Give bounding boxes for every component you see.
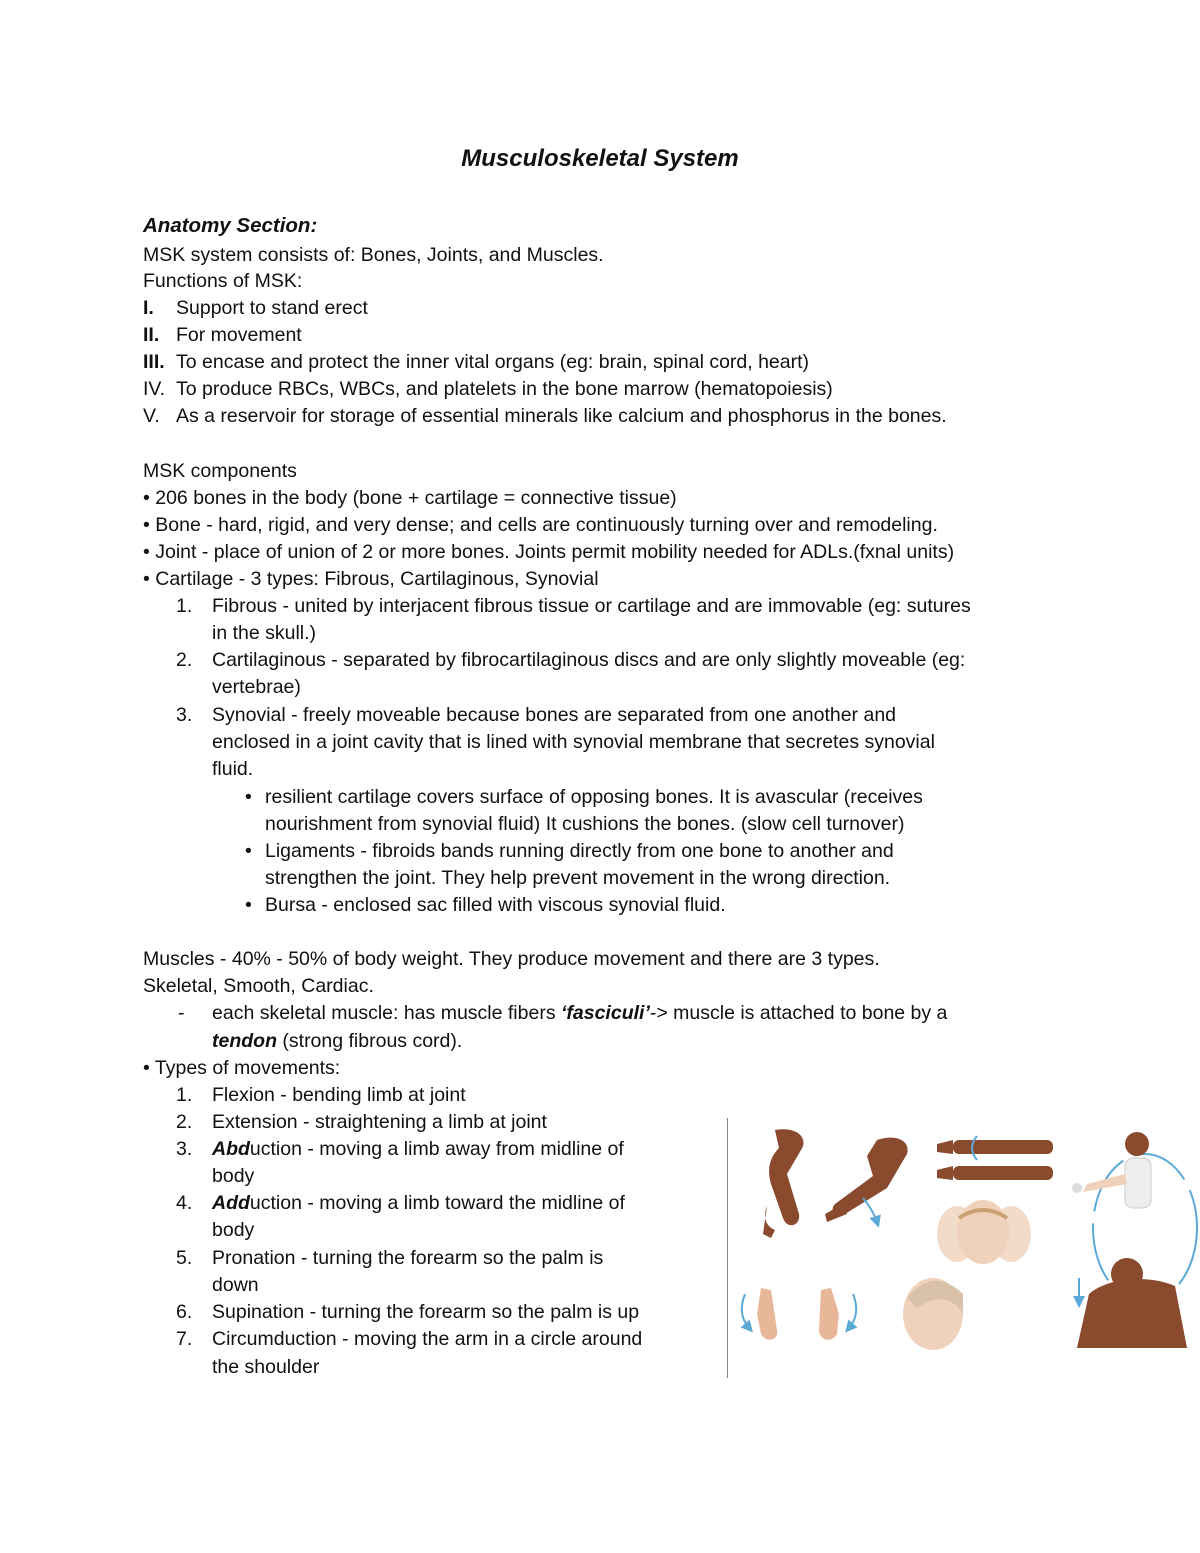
cartilage-type-line: Cartilaginous - separated by fibrocartilaginous discs and are only slightly moveable (eg: xyxy=(212,649,966,671)
muscles-line: Skeletal, Smooth, Cardiac. xyxy=(143,975,374,997)
movement-line: Pronation - turning the forearm so the palm is xyxy=(212,1247,604,1269)
component-bullet: • 206 bones in the body (bone + cartilage = connective tissue) xyxy=(143,487,677,509)
tendon-post: (strong fibrous cord). xyxy=(276,1030,463,1052)
function-item: As a reservoir for storage of essential minerals like calcium and phosphorus in the bones. xyxy=(176,405,947,427)
synovial-line: Ligaments - fibroids bands running directly from one bone to another and xyxy=(265,840,894,862)
movement-line xyxy=(212,1190,625,1217)
components-heading: MSK components xyxy=(143,460,297,482)
tendon-line xyxy=(212,1028,462,1055)
roman-marker: V. xyxy=(143,405,160,427)
roman-marker: II. xyxy=(143,324,160,346)
cartilage-type-line: in the skull.) xyxy=(212,622,317,644)
rotation-heads-icon xyxy=(937,1200,1031,1264)
movement-prefix: Abd xyxy=(212,1138,250,1160)
function-item: To produce RBCs, WBCs, and platelets in the bone marrow (hematopoiesis) xyxy=(176,378,833,400)
list-number: 2. xyxy=(176,1111,193,1133)
fasciculi-pre: each skeletal muscle: has muscle fibers xyxy=(212,1002,561,1024)
protraction-head-icon xyxy=(903,1278,963,1350)
movement-prefix: Add xyxy=(212,1192,250,1214)
component-bullet: • Joint - place of union of 2 or more bones. Joints permit mobility needed for ADLs.(fxnal units) xyxy=(143,541,955,563)
list-number: 7. xyxy=(176,1328,193,1350)
movement-line: body xyxy=(212,1219,255,1241)
intro-line: MSK system consists of: Bones, Joints, and Muscles. xyxy=(143,244,604,266)
cartilage-type-line: Fibrous - united by interjacent fibrous tissue or cartilage and are immovable (eg: sutures xyxy=(212,595,971,617)
list-number: 1. xyxy=(176,1084,193,1106)
sub-bullet: • xyxy=(245,786,252,808)
abduction-arm-icon xyxy=(825,1138,908,1222)
fasciculi-term: ‘fasciculi’ xyxy=(560,1002,650,1024)
list-number: 2. xyxy=(176,649,193,671)
movement-line: Circumduction - moving the arm in a circle around xyxy=(212,1328,643,1350)
list-number: 6. xyxy=(176,1301,193,1323)
movement-line: Flexion - bending limb at joint xyxy=(212,1084,466,1106)
elevation-shoulders-icon xyxy=(1077,1258,1187,1348)
movement-text: uction - moving a limb away from midline of xyxy=(249,1138,624,1160)
synovial-line: Bursa - enclosed sac filled with viscous synovial fluid. xyxy=(265,894,726,916)
movements-heading: • Types of movements: xyxy=(143,1057,341,1079)
cartilage-type-line: enclosed in a joint cavity that is lined with synovial membrane that secretes synovial xyxy=(212,731,935,753)
function-item: For movement xyxy=(176,324,302,346)
list-number: 4. xyxy=(176,1192,193,1214)
movement-line: the shoulder xyxy=(212,1356,320,1378)
synovial-line: nourishment from synovial fluid) It cushions the bones. (slow cell turnover) xyxy=(265,813,905,835)
eversion-feet-icon xyxy=(742,1288,856,1340)
movements-illustration xyxy=(727,1118,1200,1380)
list-number: 3. xyxy=(176,704,193,726)
movement-line: Supination - turning the forearm so the palm is up xyxy=(212,1301,640,1323)
component-bullet: • Bone - hard, rigid, and very dense; and cells are continuously turning over and remodeling. xyxy=(143,514,938,536)
pronation-forearm-icon xyxy=(937,1136,1053,1180)
movements-figure xyxy=(727,1118,1200,1380)
movement-line: Extension - straightening a limb at joint xyxy=(212,1111,547,1133)
roman-marker: I. xyxy=(143,297,154,319)
tendon-term: tendon xyxy=(212,1030,277,1052)
movement-line: down xyxy=(212,1274,259,1296)
cartilage-type-line: fluid. xyxy=(212,758,254,780)
list-number: 1. xyxy=(176,595,193,617)
roman-marker: IV. xyxy=(143,378,166,400)
cartilage-type-line: Synovial - freely moveable because bones are separated from one another and xyxy=(212,704,897,726)
cartilage-type-line: vertebrae) xyxy=(212,676,301,698)
muscles-line: Muscles - 40% - 50% of body weight. They produce movement and there are 3 types. xyxy=(143,948,880,970)
movement-line: body xyxy=(212,1165,255,1187)
list-number: 3. xyxy=(176,1138,193,1160)
list-number: 5. xyxy=(176,1247,193,1269)
sub-bullet: • xyxy=(245,894,252,916)
section-heading-anatomy: Anatomy Section: xyxy=(143,214,318,237)
synovial-line: resilient cartilage covers surface of opposing bones. It is avascular (receives xyxy=(265,786,923,808)
function-item: To encase and protect the inner vital organs (eg: brain, spinal cord, heart) xyxy=(176,351,810,373)
page-title: Musculoskeletal System xyxy=(461,145,739,172)
movement-text: uction - moving a limb toward the midline of xyxy=(249,1192,625,1214)
function-item: Support to stand erect xyxy=(176,297,368,319)
sub-bullet: • xyxy=(245,840,252,862)
roman-marker: III. xyxy=(143,351,165,373)
movement-line xyxy=(212,1136,624,1163)
component-bullet: • Cartilage - 3 types: Fibrous, Cartilaginous, Synovial xyxy=(143,568,599,590)
functions-heading: Functions of MSK: xyxy=(143,270,303,292)
synovial-line: strengthen the joint. They help prevent movement in the wrong direction. xyxy=(265,867,891,889)
dash-marker: - xyxy=(178,1002,185,1024)
flexion-arm-icon xyxy=(763,1129,803,1238)
fasciculi-line xyxy=(212,1000,947,1027)
fasciculi-post: -> muscle is attached to bone by a xyxy=(649,1002,948,1024)
